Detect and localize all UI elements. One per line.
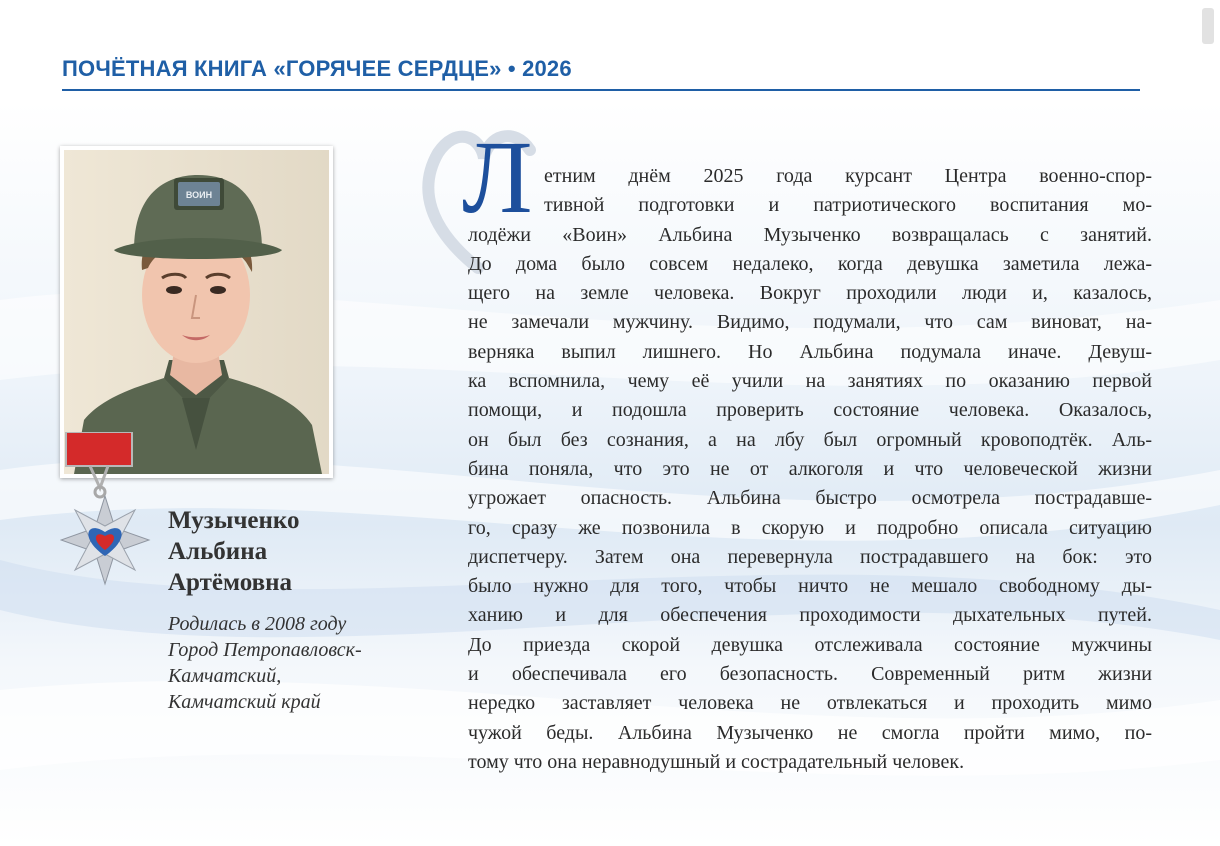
portrait-photo [64, 150, 329, 474]
bio-line: Камчатский край [168, 691, 321, 713]
bio-line: Камчатский, [168, 665, 282, 687]
bio-line: Город Петропавловск- [168, 639, 362, 661]
story-line: он был без сознания, а на лбу был огромный кровоподтёк. Аль- [468, 428, 1152, 451]
story-line: помощи, и подошла проверить состояние человека. Оказалось, [468, 399, 1152, 422]
story-line: ханию и для обеспечения проходимости дыхательных путей. [468, 604, 1152, 627]
story-line: ка вспомнила, чему её учили на занятиях по оказанию первой [468, 370, 1152, 393]
page-title: ПОЧЁТНАЯ КНИГА «ГОРЯЧЕЕ СЕРДЦЕ» • 2026 [62, 56, 572, 81]
story-line: чужой беды. Альбина Музыченко не смогла пройти мимо, по- [468, 721, 1152, 744]
story-line: го, сразу же позвонила в скорую и подробно описала ситуацию [468, 516, 1152, 539]
story-line: щего на земле человека. Вокруг проходили люди и, казалось, [468, 282, 1152, 305]
patronymic: Артёмовна [168, 569, 292, 596]
story-line: етним днём 2025 года курсант Центра военно-спор- [544, 165, 1152, 187]
award-medal-icon [60, 432, 154, 592]
person-name [168, 505, 300, 598]
story-line: бина поняла, что это не от алкоголя и что человеческой жизни [468, 457, 1152, 480]
portrait-frame [60, 146, 333, 478]
surname: Музыченко [168, 507, 300, 534]
story-line: было нужно для того, чтобы ничто не мешало свободному ды- [468, 575, 1152, 598]
story-line: верняка выпил лишнего. Но Альбина подумала иначе. Девуш- [468, 340, 1152, 363]
story-line: нередко заставляет человека не отвлекаться и проходить мимо [468, 692, 1152, 715]
story-line: и обеспечивала его безопасность. Современный ритм жизни [468, 663, 1152, 686]
page-scroll-tab[interactable] [1202, 8, 1214, 44]
story-line: тому что она неравнодушный и сострадательный человек. [468, 750, 965, 773]
story-text [468, 162, 1152, 777]
header-divider [62, 89, 1140, 91]
story-line: диспетчеру. Затем она перевернула пострадавшего на бок: это [468, 545, 1152, 568]
story-line: лодёжи «Воин» Альбина Музыченко возвращалась с занятий. [468, 223, 1152, 246]
drop-cap: Л [462, 120, 533, 235]
bio-line: Родилась в 2008 году [168, 613, 347, 635]
story-line: тивной подготовки и патриотического воспитания мо- [544, 194, 1152, 217]
cap-badge-text: ВОИН [185, 190, 213, 200]
story-line: До приезда скорой девушка отслеживала состояние мужчины [468, 633, 1152, 656]
first-name: Альбина [168, 538, 268, 565]
story-line: не замечали мужчину. Видимо, подумали, что сам виноват, на- [468, 311, 1152, 334]
story-line: До дома было совсем недалеко, когда девушка заметила лежа- [468, 252, 1152, 275]
story-line: угрожает опасность. Альбина быстро осмотрела пострадавше- [468, 487, 1152, 510]
person-bio [168, 611, 362, 715]
